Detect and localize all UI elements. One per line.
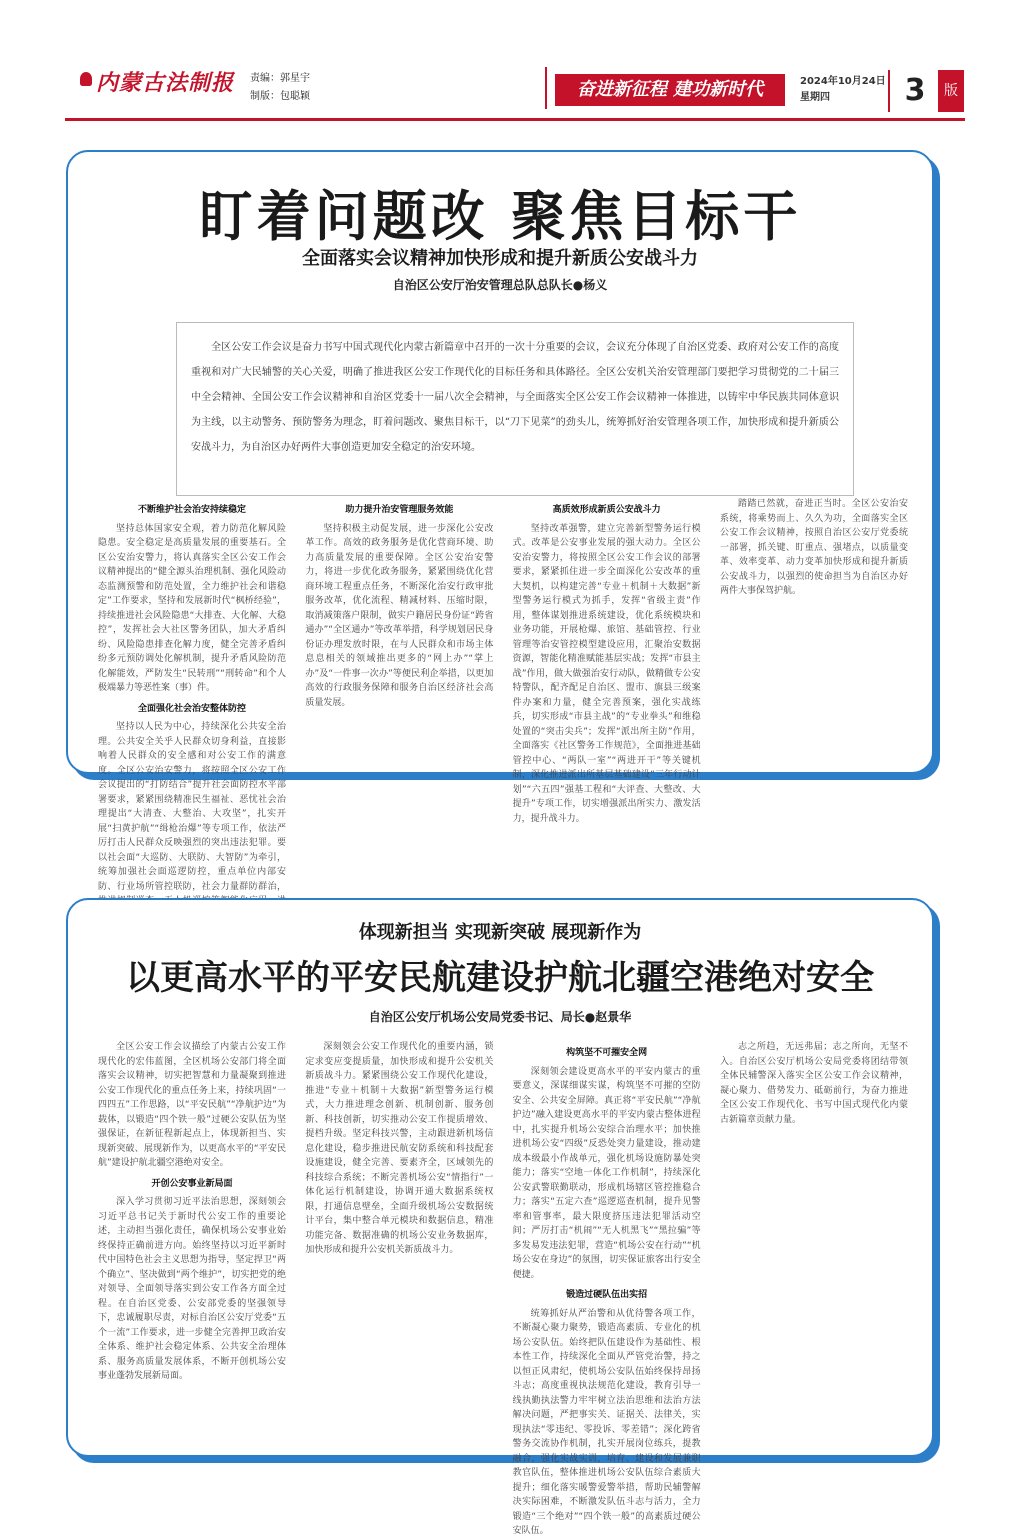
article-2-column-2	[305, 1040, 493, 1445]
article-2	[66, 898, 934, 1536]
masthead-divider	[545, 67, 547, 109]
article-1-title: 盯着问题改 聚焦目标干	[198, 184, 802, 248]
section-heading: 开创公安事业新局面	[151, 1178, 233, 1189]
article-2-column-3	[512, 1040, 701, 1536]
section-heading: 锻造过硬队伍出实招	[566, 1290, 648, 1300]
article-2-title: 以更高水平的平安民航建设护航北疆空港绝对安全	[126, 958, 874, 998]
section-heading: 不断维护社会治安持续稳定	[137, 505, 246, 515]
article-1	[66, 150, 934, 892]
article-1-column-4	[720, 497, 908, 759]
page-label: 版	[938, 70, 964, 112]
article-2-column-1	[98, 1040, 286, 1445]
article-2-kicker: 体现新担当 实现新突破 展现新作为	[358, 922, 642, 943]
paragraph: 坚持总体国家安全观，着力防范化解风险隐患。安全稳定是高质量发展的重要基石。全区公安治安警力，将认真落实全区公安工作会议精神提出的“健全源头治理机制、强化风险动态监测预警和防范处置，全力维护社会和谐稳定”工作要求，坚持和发展新时代“枫桥经验”，持续推进社会风险隐患“大排查、大化解、大稳控”，发挥社会大社区警务团队，加大矛盾纠纷、风险隐患排查化解力度，健全完善矛盾纠纷多元预防调处化解机制，提升矛盾风险防范化解能效，严防发生“民转刑”“刑转命”和个人极端暴力等恶性案（事）件。	[98, 523, 286, 693]
editor-credits	[250, 70, 310, 106]
issue-date-block	[800, 74, 886, 106]
article-2-column-4	[720, 1040, 908, 1445]
section-heading: 全面强化社会治安整体防控	[137, 703, 246, 714]
paragraph: 统筹抓好从严治警和从优待警各项工作，不断凝心聚力聚势，锻造高素质、专业化的机场公安队伍。始终把队伍建设作为基础性、根本性工作，持续深化全面从严管党治警，持之以恒正风肃纪，使机场公安队伍始终保持昂扬斗志；高度重视执法规范化建设，教育引导一线执勤执法警力牢牢树立法治思维和法治方法解决问题，严把事实关、证据关、法律关，实现执法“零违纪、零投诉、零差错”；深化跨省警务交流协作机制，扎实开展岗位练兵，提教融合，强化实战实训，培育、建设和发展兼职教官队伍，整体推进机场公安队伍综合素质大提升；细化落实暖警爱警举措，帮助民辅警解决实际困难，不断激发队伍斗志与活力，全力锻造“三个绝对”“四个铁一般”的高素质过硬公安队伍。	[512, 1308, 701, 1536]
paragraph: 坚持改革强警，建立完善新型警务运行模式。改革是公安事业发展的强大动力。全区公安治安警力，将按照全区公安工作会议的部署要求，紧紧抓住进一步全面深化公安改革的重大契机，以构建完善“专业＋机制＋大数据”新型警务运行模式为抓手，发挥“省级主责”作用，整体谋划推进系统建设，优化系统模块和业务功能，开展枪爆、旅馆、基础管控、行业管理等治安管控模型建设应用，汇聚治安数据资源，智能化精准赋能基层实战；发挥“市县主战”作用，做大做强治安行动队，做精做专公安特警队，配齐配足自治区、盟市、旗县三级案件办案和力量，健全完善预案，强化实战练兵，切实形成“市县主战”的“专业拳头”和维稳处置的“突击尖兵”；发挥“派出所主防”作用，全面落实《社区警务工作规范》，全面推进基础管控中心、“两队一室”“两进开干”等关键机制，深化推进派出所基层基础建设“三年行动计划”“六五四”强基工程和“大评查、大整改、大提升”专项工作，切实增强派出所实力、激发活力，提升战斗力。	[512, 523, 701, 824]
article-1-column-2	[305, 497, 493, 759]
paragraph: 深刻领会公安工作现代化的重要内涵，锁定求变应变提质量，加快形成和提升公安机关新质战斗力。紧紧围绕公安工作现代化建设，推进“专业＋机制＋大数据”新型警务运行模式，大力推进理念创新、机制创新、服务创新、科技创新，切实推动公安工作提质增效、提档升级。坚定科技兴警，主动跟进新机场信息化建设，稳步推进民航安防系统和科技配套设施建设，健全完善、要素齐全，区域领先的科技综合系统；不断完善机场公安“情指行”一体化运行机制建设，协调开通大数据系统权限，打通信息壁垒，全面升级机场公安数据统计平台，集中整合单元模块和数据信息，精准功能完备、数据准确的机场公安业务数据库，加快形成和提升公安机关新质战斗力。	[305, 1042, 494, 1255]
article-2-byline: 自治区公安厅机场公安局党委书记、局长●赵景华	[368, 1010, 632, 1024]
editor-line: 责编：郭星宇	[250, 73, 310, 84]
section-heading: 构筑坚不可摧安全网	[566, 1048, 648, 1058]
article-1-byline: 自治区公安厅治安管理总队总队长●杨义	[392, 278, 608, 292]
page-number: 3	[888, 70, 940, 112]
article-1-subtitle: 全面落实会议精神加快形成和提升新质公安战斗力	[302, 248, 698, 269]
paragraph: 深刻领会建设更高水平的平安内蒙古的重要意义，深谋细谋实谋，构筑坚不可摧的空防安全、公共安全屏障。真正将“平安民航”“净航护边”融入建设更高水平的平安内蒙古整体进程中，扎实提升机场公安综合治理水平；加快推进机场公安“四级”反恐处突力量建设，推动建成本级最小作战单元，强化机场设施防暴处突能力；落实“空地一体化工作机制”，持续深化公安武警联勤联动，形成机场辖区管控推稳合力；落实“五定六查”巡逻巡查机制，提升见警率和管事率，最大限度挤压违法犯罪活动空间；严厉打击“机闹”“无人机黑飞”“黑拉骗”等多发易发违法犯罪，营造“机场公安在行动”“机场公安在身边”的氛围，切实保证旅客出行安全便捷。	[512, 1066, 701, 1280]
issue-weekday: 星期四	[800, 92, 830, 103]
article-1-column-3	[512, 497, 701, 824]
newspaper-logo: 内蒙古法制报	[96, 70, 235, 96]
paragraph: 踏踏已然就，奋进正当时。全区公安治安系统，将乘势而上、久久为功，全面落实全区公安工作会议精神，按照自治区公安厅党委统一部署，抓关键、盯重点、强堵点，以质量变革、效率变革、动力变革加快形成和提升新质公安战斗力，以强烈的使命担当为自治区办好两件大事保驾护航。	[719, 499, 908, 596]
paragraph: 坚持积极主动促发展，进一步深化公安改革工作。高效的政务服务是优化营商环境、助力高质量发展的重要保障。全区公安治安警力，将进一步优化政务服务，紧紧围绕优化营商环境工程重点任务，不断深化治安行政审批服务改革，优化流程、精减材料、压缩时限，取消减策落户限制，做实户籍居民身份证“跨省通办”“全区通办”等改革举措，科学规划居民身份证办理发放时限，在与人民群众和市场主体息息相关的领域推出更多的“网上办”“掌上办”及“一件事一次办”等便民利企举措，以更加高效的行政服务保障和服务自治区经济社会高质量发展。	[305, 523, 494, 708]
article-1-column-1	[98, 497, 286, 892]
paragraph: 坚持以人民为中心，持续深化公共安全治理。公共安全关乎人民群众切身利益，直接影响着人民群众的安全感和对公安工作的满意度。全区公安治安警力，将按照全区公安工作会议提出的“打防结合”提升社会面防控水平部署要求，紧紧围绕精准民生福祉、恶忧社会治理提出“大清查、大整治、大攻坚”，扎实开展“扫黄护航”“缉枪治爆”等专项工作，依法严厉打击人民群众反映强烈的突出违法犯罪。要以社会面“大巡防、大联防、大智防”为牵引，统筹加强社会面巡逻防控，重点单位内部安防、行业场所管控联防，社会力量群防群治，	[98, 722, 286, 892]
masthead-rule	[65, 118, 965, 121]
article-1-abstract: 全区公安工作会议是奋力书写中国式现代化内蒙古新篇章中召开的一次十分重要的会议，会议充分体现了自治区党委、政府对公安工作的高度重视和对广大民辅警的关心关爱，明确了推进我区公安工作现代化的目标任务和具体路径。全区公安机关治安管理部门要把学习贯彻党的二十届三中全会精神、全国公安工作会议精神和自治区党委十一届八次全会精神，与全面落实全区公安工作会议精神一体推进，以铸牢中华民族共同体意识为主线，以主动警务、预防警务为理念，盯着问题改、聚焦目标干，以“刀下见菜”的劲头儿，统筹抓好治安管理各项工作，加快形成和提升新质公安战斗力，为自治区办好两件大事创造更加安全稳定的治安环境。	[176, 322, 854, 496]
article-1-columns	[98, 497, 908, 892]
section-heading: 助力提升治安管理服务效能	[345, 505, 454, 515]
paragraph: 深入学习贯彻习近平法治思想，深刻领会习近平总书记关于新时代公安工作的重要论述，主动担当强化责任，确保机场公安事业始终保持正确前进方向。始终坚持以习近平新时代中国特色社会主义思想为指导，坚定捍卫“两个确立”、坚决做到“两个维护”，切实把党的绝对领导、全面领导落实到公安工作各方面全过程。在自治区党委、公安部党委的坚强领导下，忠诚履职尽责，对标自治区公安厅党委“五个一流”工作要求，进一步健全完善押卫政治安全体系、维护社会稳定体系、公共安全治理体系、服务高质量发展体系，不断开创机场公安事业蓬勃发展新局面。	[98, 1197, 286, 1381]
paragraph: 志之所趋，无远弗届；志之所向，无坚不入。自治区公安厅机场公安局党委将团结带领全体民辅警深入落实全区公安工作会议精神，凝心聚力、借势发力、砥砺前行，为奋力推进全区公安工作现代化、书写中国式现代化内蒙古新篇章贡献力量。	[719, 1042, 908, 1125]
producer-line: 制版：包聪颖	[250, 91, 310, 102]
newspaper-logo-icon	[80, 72, 92, 86]
masthead	[0, 0, 1024, 125]
article-2-columns	[98, 1040, 908, 1536]
paragraph: 全区公安工作会议描绘了内蒙古公安工作现代化的宏伟蓝图，全区机场公安部门将全面落实会议精神，切实把智慧和力量凝聚到推进公安工作现代化的重点任务上来，持续巩固“一四四五”工作思路，以“平安民航”“净航护边”为载体，以锻造“四个铁一般”过硬公安队伍为坚强保证，在新征程新起点上，体现新担当、实现新突破、展现新作为，以更高水平的“平安民航”建设护航北疆空港绝对安全。	[98, 1042, 286, 1168]
section-heading: 高质效形成新质公安战斗力	[552, 505, 661, 515]
issue-date: 2024年10月24日	[800, 76, 886, 87]
section-slogan: 奋进新征程 建功新时代	[555, 74, 785, 106]
